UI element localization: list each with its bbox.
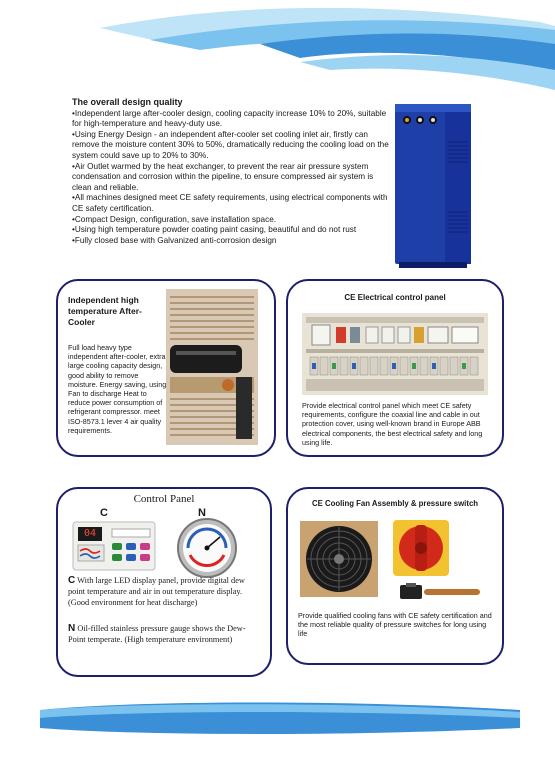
- led-display-panel-image: [72, 521, 156, 571]
- bullet-item: •Using high temperature powder coating paint casing, beautiful and do not rust: [72, 225, 357, 235]
- after-cooler-description: Full load heavy type independent after-cooler, extra large cooling capacity design, good ability to remove moisture. Energy saving, using Fan to discharge Heat to reduce power consumption of refrigerant compressor. meet ISO-8573.1 lever 4 air quality requirements.: [68, 343, 167, 435]
- bullet-item: •Using Energy Design - an independent after-cooler set cooling inlet air, firstly can remove the moisture content 30% to 50%, dramatically reducing the cooling load on the system could save up to 20% to 30%.: [72, 129, 389, 160]
- bullet-item: •Air Outlet warmed by the heat exchanger, to prevent the rear air pressure system condensation and corrosion within the pipeline, to ensure compressed air system is clean and reliable.: [72, 161, 374, 192]
- electrical-panel-photo: [302, 313, 488, 395]
- led-panel-note-text: With large LED display panel, provide digital dew point temperature and air in out temperature display.(Good environment for heat discharge): [68, 576, 245, 607]
- design-quality-heading: The overall design quality: [72, 97, 183, 107]
- after-cooler-card: [56, 279, 276, 457]
- electrical-panel-title: CE Electrical control panel: [344, 293, 446, 302]
- bullet-item: •Fully closed base with Galvanized anti-corrosion design: [72, 235, 277, 245]
- note-c-marker: C: [68, 575, 76, 586]
- electrical-panel-card: [286, 279, 504, 457]
- pressure-switch-photo: [398, 581, 484, 603]
- led-panel-note: [68, 575, 262, 608]
- cooling-fan-card: [286, 487, 504, 665]
- after-cooler-photo: [166, 289, 258, 445]
- cooling-fan-title: CE Cooling Fan Assembly & pressure switch: [311, 499, 479, 508]
- air-dryer-machine-image: [393, 102, 473, 270]
- bullet-item: •Compact Design, configuration, save installation space.: [72, 214, 277, 224]
- cooling-fan-description: Provide qualified cooling fans with CE safety certification and the most reliable quality of pressure switches for long using life: [298, 611, 492, 639]
- gauge-note-text: Oil-filled stainless pressure gauge shows the Dew-Point temperate. (High temperature environment): [68, 624, 246, 644]
- bullet-item: •All machines designed meet CE safety requirements, using electrical components with CE safety certification.: [72, 193, 388, 213]
- main-switch-photo: [392, 519, 450, 577]
- after-cooler-title: Independent high temperature After-Cooler: [68, 295, 142, 327]
- label-c: C: [100, 507, 108, 519]
- cooling-fan-photo: [298, 519, 380, 599]
- control-panel-title: Control Panel: [133, 493, 195, 505]
- bottom-wave-decoration: [0, 700, 555, 764]
- design-quality-section: [72, 97, 390, 246]
- bullet-item: •Independent large after-cooler design, cooling capacity increase 10% to 20%, suitable for high-temperature and heavy-duty use.: [72, 108, 387, 129]
- gauge-note: [68, 623, 262, 645]
- pressure-gauge-image: [176, 517, 238, 579]
- led-display-value: 04: [83, 528, 97, 539]
- note-n-marker: N: [68, 623, 76, 634]
- control-panel-card: [56, 487, 272, 677]
- electrical-panel-description: Provide electrical control panel which meet CE safety requirements, configure the coaxial line and cable in out protection cover, using well-known brand in Europe ABB electrical components, the best electrical safety and long using life.: [302, 401, 483, 447]
- label-n: N: [198, 507, 206, 519]
- top-wave-decoration: [0, 0, 555, 100]
